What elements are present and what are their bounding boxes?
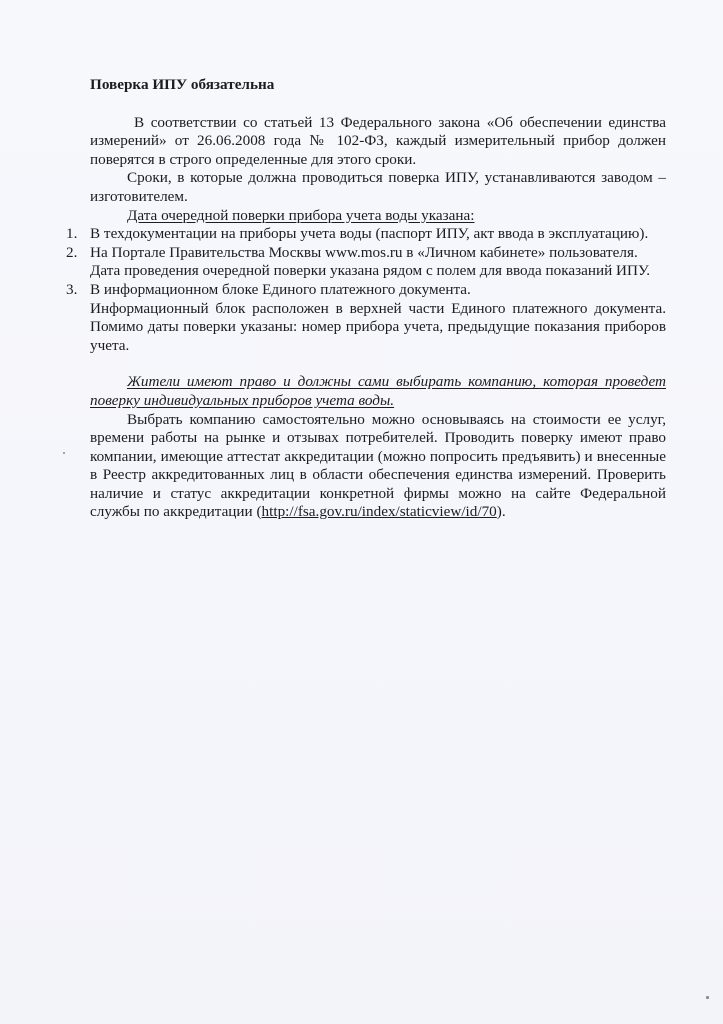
document-body xyxy=(66,76,666,522)
paragraph-terms: Сроки, в которые должна проводиться поверка ИПУ, устанавливаются заводом – изготовителем. xyxy=(90,169,666,205)
document-title: Поверка ИПУ обязательна xyxy=(90,76,275,93)
list-item: 1. В техдокументации на приборы учета воды (паспорт ИПУ, акт ввода в эксплуатацию). xyxy=(66,225,649,243)
list-item: 3. В информационном блоке Единого платежного документа. Информационный блок расположен в верхней части Единого платежного документа. Помимо даты поверки указаны: номер прибора учета, предыдущие показания приборов учета. xyxy=(66,280,666,354)
scan-speck xyxy=(706,996,709,999)
paragraph-choose-company: Выбрать компанию самостоятельно можно основываясь на стоимости ее услуг, времени работы на рынке и отзывах потребителей. Проводить поверку имеют право компании, имеющие аттестат аккредитации (можно попросить предъявить) и внесенные в Реестр аккредитованных лиц в области обеспечения единства измерений. Проверить наличие и статус аккредитации конкретной фирмы можно на сайте Федеральной службы по аккредитации (http://fsa.gov.ru/index/staticview/id/70). xyxy=(90,410,666,521)
fsa-link[interactable]: http://fsa.gov.ru/index/staticview/id/70 xyxy=(261,503,497,521)
list-heading: Дата очередной поверки прибора учета воды указана: xyxy=(127,206,475,224)
paragraph-law: В соответствии со статьей 13 Федерального закона «Об обеспечении единства измерений» от 26.06.2008 года № 102-ФЗ, каждый измерительный прибор должен поверятся в строго определенные для этого сроки. xyxy=(90,113,666,168)
scan-speck xyxy=(63,452,65,454)
list-item: 2. На Портале Правительства Москвы www.mos.ru в «Личном кабинете» пользователя. Дата проведения очередной поверки указана рядом с полем для ввода показаний ИПУ. xyxy=(66,243,651,280)
verification-date-list xyxy=(66,225,666,355)
rights-heading: Жители имеют право и должны сами выбирать компанию, которая проведет поверку индивидуальных приборов учета воды. xyxy=(90,373,666,409)
